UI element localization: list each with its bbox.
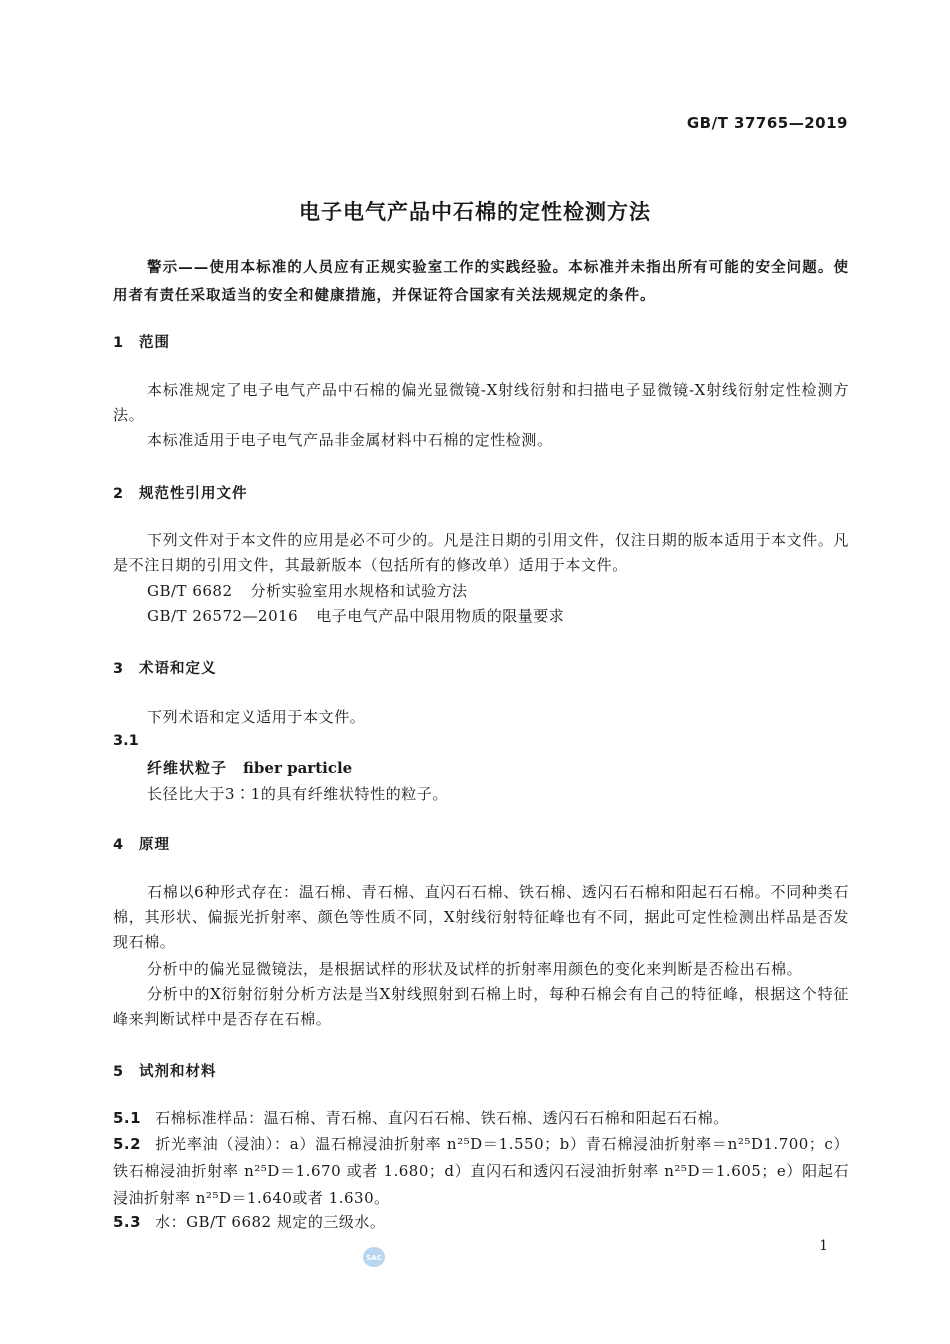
standard-code: GB/T 37765—2019 (686, 114, 848, 132)
reference-item (147, 580, 468, 601)
section-4-heading (113, 833, 170, 854)
section-5-heading (113, 1060, 217, 1081)
page-number: 1 (819, 1238, 828, 1254)
svg-text:SAC: SAC (366, 1254, 382, 1262)
section-number: 4 (113, 837, 125, 853)
section-3-paragraph-1: 下列术语和定义适用于本文件。 (147, 708, 366, 726)
section-2-paragraph-1: 下列文件对于本文件的应用是必不可少的。凡是注日期的引用文件，仅注日期的版本适用于本文件。凡是不注日期的引用文件，其最新版本（包括所有的修改单）适用于本文件。 (113, 531, 850, 574)
reference-item (147, 605, 564, 626)
document-title: 电子电气产品中石棉的定性检测方法 (299, 200, 651, 224)
item-text: 石棉标准样品：温石棉、青石棉、直闪石石棉、铁石棉、透闪石石棉和阳起石石棉。 (155, 1109, 729, 1127)
term-definition: 长径比大于3∶1的具有纤维状特性的粒子。 (147, 785, 449, 803)
section-1-heading (113, 331, 170, 352)
reference-code: GB/T 26572—2016 (147, 607, 299, 625)
material-item (113, 1131, 849, 1212)
section-number: 1 (113, 335, 125, 351)
section-title: 规范性引用文件 (139, 486, 248, 502)
reference-title: 分析实验室用水规格和试验方法 (250, 582, 468, 600)
item-text: 水：GB/T 6682 规定的三级水。 (155, 1213, 386, 1231)
item-number: 5.3 (113, 1213, 142, 1231)
section-2-heading (113, 482, 248, 503)
sac-logo-icon (362, 1246, 386, 1268)
section-number: 3 (113, 661, 125, 677)
section-3-heading (113, 657, 217, 678)
section-title: 原理 (139, 837, 170, 853)
term-chinese: 纤维状粒子 (147, 759, 228, 777)
term-english: fiber particle (243, 759, 353, 777)
section-title: 范围 (139, 335, 170, 351)
item-number: 5.1 (113, 1109, 142, 1127)
subclause-number: 3.1 (113, 733, 139, 749)
section-number: 5 (113, 1064, 125, 1080)
section-number: 2 (113, 486, 125, 502)
term-entry (147, 757, 352, 778)
section-4-paragraph-2: 分析中的偏光显微镜法，是根据试样的形状及试样的折射率用颜色的变化来判断是否检出石棉。 (147, 960, 803, 978)
warning-paragraph: 警示——使用本标准的人员应有正规实验室工作的实践经验。本标准并未指出所有可能的安全问题。使用者有责任采取适当的安全和健康措施，并保证符合国家有关法规规定的条件。 (113, 260, 849, 304)
section-4-paragraph-3: 分析中的X衍射衍射分析方法是当X射线照射到石棉上时，每种石棉会有自己的特征峰，根据这个特征峰来判断试样中是否存在石棉。 (113, 985, 849, 1028)
item-text: 折光率油（浸油）：a）温石棉浸油折射率 n²⁵D＝1.550；b）青石棉浸油折射率＝n²⁵D1.700；c）铁石棉浸油折射率 n²⁵D＝1.670 或者 1.680；d）直闪石和透闪石浸油折射率 n²⁵D＝1.605；e）阳起石浸油折射率 n²⁵D＝1.640或者 1.630。 (113, 1135, 849, 1207)
material-item (113, 1105, 849, 1132)
section-1-paragraph-2: 本标准适用于电子电气产品非金属材料中石棉的定性检测。 (147, 431, 553, 449)
reference-title: 电子电气产品中限用物质的限量要求 (316, 607, 565, 625)
section-4-paragraph-1: 石棉以6种形式存在：温石棉、青石棉、直闪石石棉、铁石棉、透闪石石棉和阳起石石棉。不同种类石棉，其形状、偏振光折射率、颜色等性质不同，X射线衍射特征峰也有不同，据此可定性检测出样品是否发现石棉。 (113, 883, 849, 951)
item-number: 5.2 (113, 1135, 142, 1153)
section-title: 试剂和材料 (139, 1064, 217, 1080)
reference-code: GB/T 6682 (147, 582, 233, 600)
section-1-paragraph-1: 本标准规定了电子电气产品中石棉的偏光显微镜-X射线衍射和扫描电子显微镜-X射线衍射定性检测方法。 (113, 381, 849, 424)
section-title: 术语和定义 (139, 661, 217, 677)
material-item (113, 1209, 849, 1236)
